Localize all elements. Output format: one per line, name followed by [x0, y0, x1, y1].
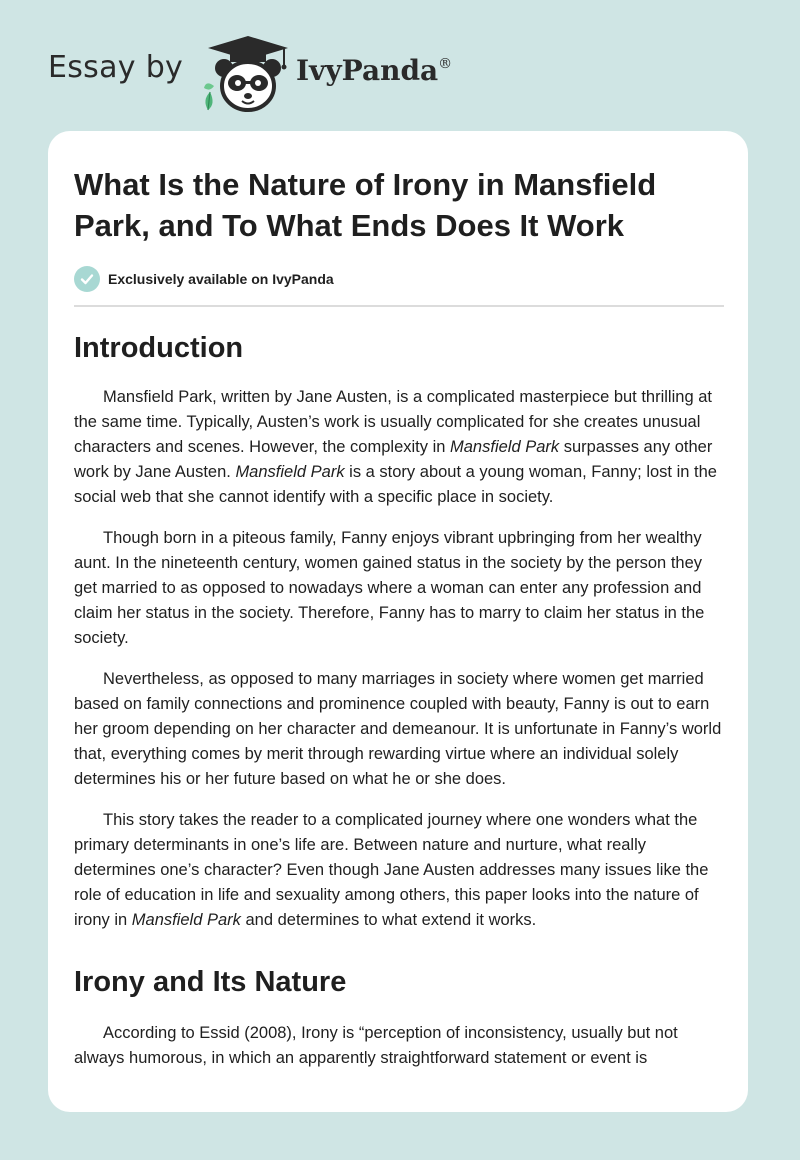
divider: [74, 305, 724, 307]
leaf-icon: [204, 83, 214, 110]
section-heading: Introduction: [74, 332, 244, 364]
section-heading: Irony and Its Nature: [74, 966, 347, 998]
exclusive-badge: [74, 266, 724, 292]
page-title: What Is the Nature of Irony in Mansfield Park, and To What Ends Does It Work: [74, 167, 657, 243]
badge-label: Exclusively available on IvyPanda: [108, 271, 334, 287]
paragraph: According to Essid (2008), Irony is “perception of inconsistency, usually but not always humorous, in which an apparently straightforward statement or event is: [74, 1024, 678, 1067]
brand-name[interactable]: IvyPanda®: [296, 54, 453, 87]
paragraph: This story takes the reader to a complicated journey where one wonders what the primary determinants in one’s life are. Between nature and nurture, what really determines one’s character? Even though Jane Austen addresses many issues like the role of education in life and sexuality among others, this paper looks into the nature of irony in Mansfield Park and determines to what extend it works.: [74, 811, 709, 929]
site-header: [48, 34, 508, 114]
check-icon: [74, 266, 100, 292]
panda-logo-icon: [200, 34, 296, 114]
paragraph: Mansfield Park, written by Jane Austen, is a complicated masterpiece but thrilling at the same time. Typically, Austen’s work is usually complicated for she creates unusual characters and scenes. However, the complexity in Mansfield Park surpasses any other work by Jane Austen. Mansfield Park is a story about a young woman, Fanny; lost in the social web that she cannot identify with a specific place in society.: [74, 388, 717, 506]
paragraph: Nevertheless, as opposed to many marriages in society where women get married based on family connections and prominence coupled with beauty, Fanny is out to earn her groom depending on her character and demeanour. It is unfortunate in Fanny’s world that, everything comes by merit through rewarding virtue where an individual solely determines his or her future based on what he or she does.: [74, 670, 722, 788]
paragraph: Though born in a piteous family, Fanny enjoys vibrant upbringing from her wealthy aunt. In the nineteenth century, women gained status in the society by the person they get married to as opposed to nowadays where a woman can enter any profession and claim her status in the society. Therefore, Fanny has to marry to claim her status in the society.: [74, 529, 705, 647]
essay-card: [48, 131, 748, 1112]
essay-by-label: Essay by: [48, 50, 184, 85]
